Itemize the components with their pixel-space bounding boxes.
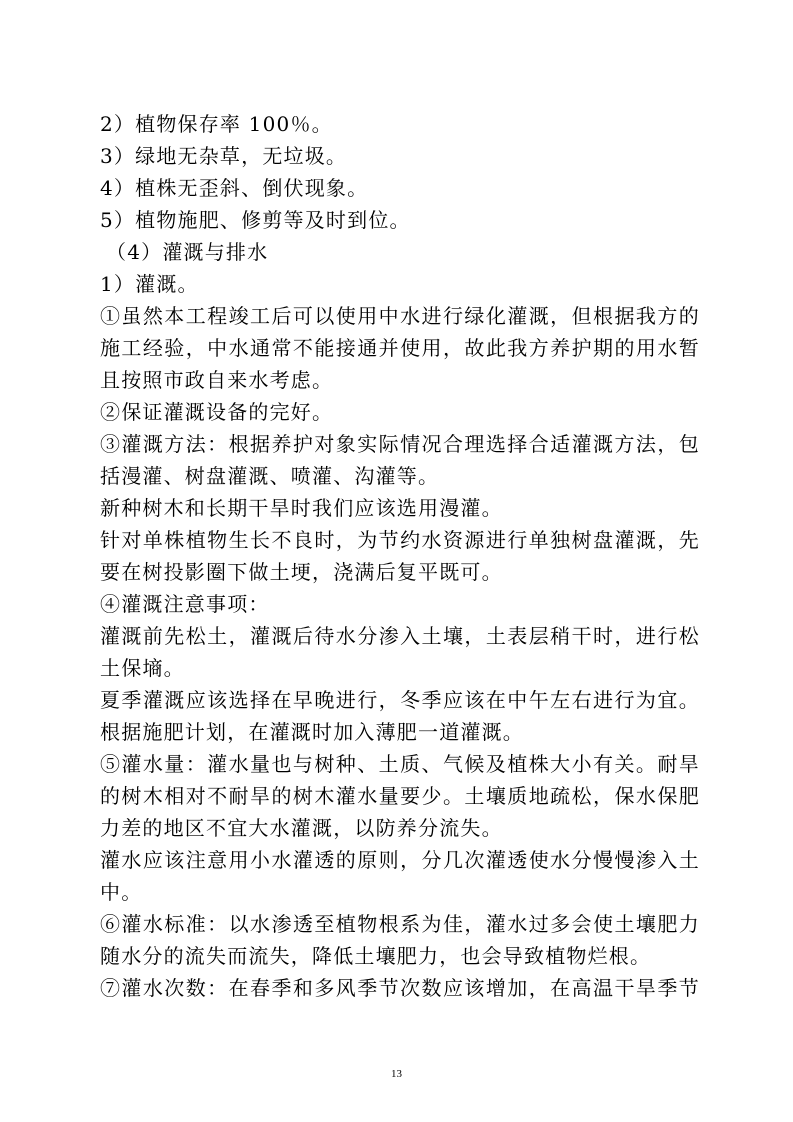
text-line: ⑦灌水次数：在春季和多风季节次数应该增加，在高温干旱季节 bbox=[100, 976, 700, 1000]
text-line: 施工经验，中水通常不能接通并使用，故此我方养护期的用水暂 bbox=[100, 336, 700, 360]
text-line: 力差的地区不宜大水灌溉，以防养分流失。 bbox=[100, 816, 503, 840]
text-line: 3）绿地无杂草，无垃圾。 bbox=[100, 144, 348, 168]
text-line: 夏季灌溉应该选择在早晚进行，冬季应该在中午左右进行为宜。 bbox=[100, 688, 700, 712]
text-line: 新种树木和长期干旱时我们应该选用漫灌。 bbox=[100, 496, 503, 520]
text-line: ③灌溉方法：根据养护对象实际情况合理选择合适灌溉方法，包 bbox=[100, 432, 700, 456]
text-line: 且按照市政自来水考虑。 bbox=[100, 368, 334, 392]
text-line: 的树木相对不耐旱的树木灌水量要少。土壤质地疏松，保水保肥 bbox=[100, 784, 700, 808]
text-line: 灌水应该注意用小水灌透的原则，分几次灌透使水分慢慢渗入土 bbox=[100, 848, 700, 872]
text-line: ⑤灌水量：灌水量也与树种、土质、气候及植株大小有关。耐旱 bbox=[100, 752, 700, 776]
text-line: 针对单株植物生长不良时，为节约水资源进行单独树盘灌溉，先 bbox=[100, 528, 700, 552]
text-line: 括漫灌、树盘灌溉、喷灌、沟灌等。 bbox=[100, 464, 440, 488]
text-line: 4）植株无歪斜、倒伏现象。 bbox=[100, 176, 369, 200]
text-line: 要在树投影圈下做土埂，浇满后复平既可。 bbox=[100, 560, 503, 584]
text-line: ⑥灌水标准：以水渗透至植物根系为佳，灌水过多会使土壤肥力 bbox=[100, 912, 700, 936]
page-number: 13 bbox=[391, 1068, 402, 1080]
text-line: 5）植物施肥、修剪等及时到位。 bbox=[100, 208, 411, 232]
text-line: ④灌溉注意事项： bbox=[100, 592, 270, 616]
text-line: 随水分的流失而流失，降低土壤肥力，也会导致植物烂根。 bbox=[100, 944, 652, 968]
text-line: 2）植物保存率 100％。 bbox=[100, 112, 333, 136]
text-line: 1）灌溉。 bbox=[100, 272, 199, 296]
text-line: ②保证灌溉设备的完好。 bbox=[100, 400, 334, 424]
text-line: 根据施肥计划，在灌溉时加入薄肥一道灌溉。 bbox=[100, 720, 524, 744]
text-line: 灌溉前先松土，灌溉后待水分渗入土壤，土表层稍干时，进行松 bbox=[100, 624, 700, 648]
body-text bbox=[100, 108, 700, 1004]
text-line: 土保墒。 bbox=[100, 656, 185, 680]
section-heading: （4）灌溉与排水 bbox=[106, 240, 269, 264]
text-line: 中。 bbox=[100, 880, 143, 904]
text-line: ①虽然本工程竣工后可以使用中水进行绿化灌溉，但根据我方的 bbox=[100, 304, 700, 328]
